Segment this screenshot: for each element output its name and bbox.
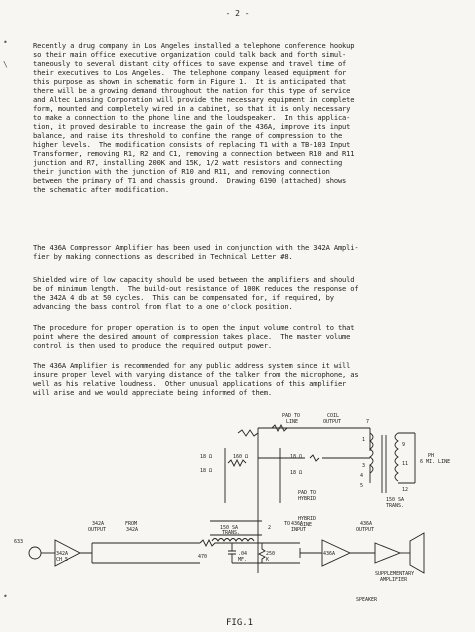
figure-caption: FIG.1 [226,618,254,628]
capacitor-label: MF. [238,557,248,563]
supplementary-amp-label: SUPPLEMENTARY [375,571,415,577]
transformer-pin-label: 7 [366,419,370,425]
output-436a-label: 436A [360,521,373,527]
schematic-figure-1 [0,373,475,632]
resistor-label: 18 Ω [290,470,303,476]
transformer-pin-label: 3 [362,463,366,469]
output-342a-label: OUTPUT [88,527,107,533]
hybrid-transformer [210,521,271,541]
margin-mark: • [3,38,8,47]
microphone-label: 633 [14,539,24,545]
resistor-label: 18 Ω [200,454,213,460]
pad-to-line-label: PAD TO [282,413,301,419]
phone-line-label: 6 MI. LINE [420,459,451,465]
paragraph-shielded-wire: Shielded wire of low capacity should be used between the amplifiers and should be of minimum length. The build-out resistance of 100K reduces the response of the 342A 4 db at 50 cycles. This can be compensated for, if required, by advancing the bass control from flat to a one o'clock position. [33,275,359,311]
phone-line-label: PH [428,453,435,459]
to-436a-label: INPUT [291,527,307,533]
coil-output-label: OUTPUT [323,419,342,425]
channel-label: CH 5 [56,557,69,563]
transformer-label: 150 SA [386,497,405,503]
transformer-pin-label: 12 [402,487,409,493]
hybrid-trans-label: TRANS. [222,530,241,536]
resistor-label: 18 Ω [200,468,213,474]
transformer-pin-label: 5 [360,483,364,489]
line-transformer [360,428,450,509]
pad-hybrid-label: PAD TO [298,490,317,496]
page-number: - 2 - [225,9,250,18]
transformer-pin-label: 1 [362,437,366,443]
output-342a-label: 342A [92,521,105,527]
transformer-pin-label: 9 [402,442,406,448]
hybrid-line-label: LINE [300,522,313,528]
resistor-label: 18 Ω [290,454,303,460]
resistor-label: 160 Ω [233,454,249,460]
amplifier-chain [14,521,424,603]
hybrid-line-label: HYBRID [298,516,317,522]
resistor-label: K [266,557,270,563]
transformer-label: TRANS. [386,503,405,509]
resistor-label: 470 [198,554,208,560]
paragraph-procedure: The procedure for proper operation is to open the input volume control to that point where the desired amount of compression takes place. The master volume control is then used to produce the required output power. [33,323,355,350]
to-436a-label: 436A [291,521,304,527]
paragraph-compressor-usage: The 436A Compressor Amplifier has been used in conjunction with the 342A Ampli- fier by making connections as described in Technical Letter #8. [33,243,359,261]
capacitor-label: .04 [238,551,248,557]
output-436a-label: OUTPUT [356,527,375,533]
pad-to-line-label: LINE [286,419,299,425]
paragraph-recommendation: The 436A Amplifier is recommended for any public address system since it will insure proper level with varying distance of the talker from the microphone, as well as his relative loudness. Other unusual applications of this amplifier will arise and we would appreciate being informed of them. [33,361,359,397]
to-436a-label: TO [284,521,291,527]
resistor-label: 250 [266,551,276,557]
hybrid-trans-label: 150 SA [220,525,239,531]
from-342a-label: FROM [125,521,138,527]
margin-mark: \ [3,60,8,69]
transformer-pin-label: 11 [402,461,409,467]
amp-342a-label: 342A [56,551,69,557]
pad-hybrid-label: HYBRID [298,496,317,502]
hybrid-pin-label: 2 [268,525,272,531]
paragraph-conference-hookup: Recently a drug company in Los Angeles installed a telephone conference hookup so their main office executive organization could talk back and forth simul- taneously to several distant city offices to save expense and travel time of their executives to Los Angeles. The telephone company leased equipment for this purpose as shown in schematic form in Figure 1. It is anticipated that there will be a growing demand throughout the nation for this type of service and Altec Lansing Corporation will provide the necessary equipment in complete form, mounted and completely wired in a cabinet, so that it is only necessary to make a connection to the phone line and the loudspeaker. In this applica- tion, it proved desirable to increase the gain of the 436A, improve its input balance, and raise its threshold to confine the range of compression to the higher levels. The modification consists of replacing T1 with a TB-103 Input Transformer, removing R1, R2 and C1, removing a connection between R10 and R11 junction and R7, installing 200K and 15K, 1/2 watt resistors and connecting their junction with the junction of R10 and R11, and removing connection between the primary of T1 and chassis ground. Drawing 6190 (attached) shows the schematic after modification. [33,41,355,194]
supplementary-amp-label: AMPLIFIER [380,577,408,583]
margin-mark: • [3,592,8,601]
from-342a-label: 342A [126,527,139,533]
transformer-pin-label: 4 [360,473,364,479]
speaker-label: SPEAKER [356,597,378,603]
coil-output-label: COIL [327,413,340,419]
amp-436a-label: 436A [323,551,336,557]
